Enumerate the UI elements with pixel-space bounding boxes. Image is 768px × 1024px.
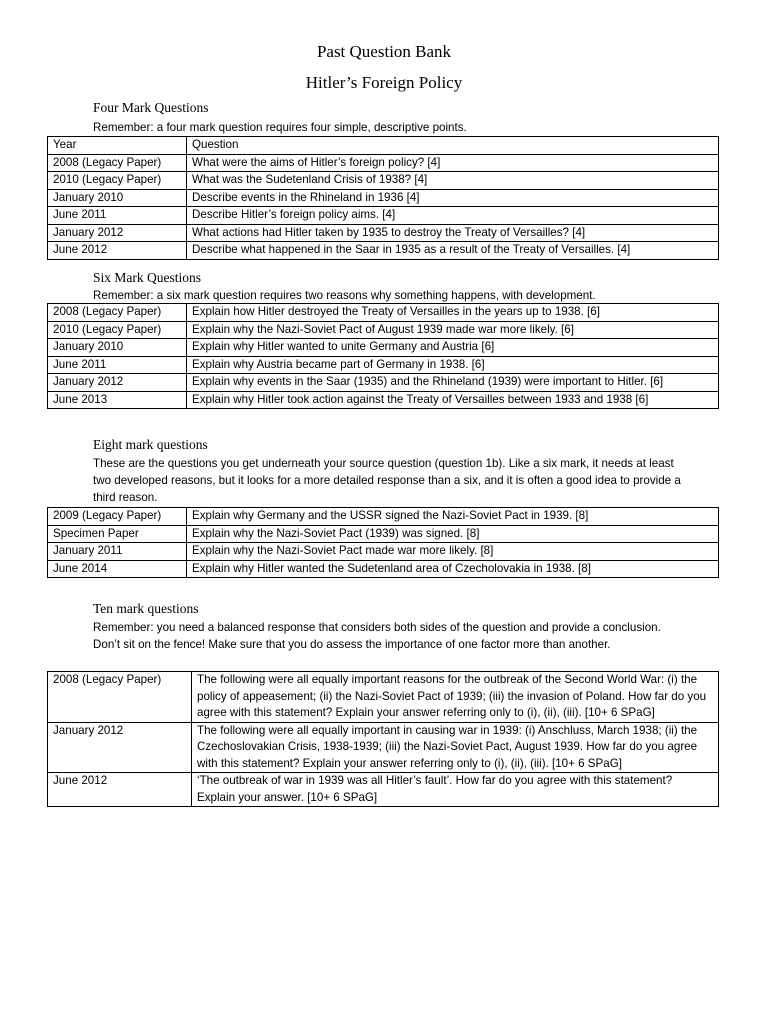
table-row [48, 773, 719, 807]
question-cell: Explain why Hitler wanted the Sudetenland area of Czecholovakia in 1938. [8] [187, 560, 719, 578]
year-cell: 2008 (Legacy Paper) [48, 304, 187, 322]
section-heading-four-mark: Four Mark Questions [93, 100, 209, 115]
table-row [48, 172, 719, 190]
year-cell: January 2012 [48, 374, 187, 392]
year-cell: January 2010 [48, 339, 187, 357]
table-row [48, 189, 719, 207]
table-row [48, 391, 719, 409]
section-note-eight-mark: These are the questions you get underneath your source question (question 1b). Like a six mark, it needs at least two developed reasons, but it looks for a more detailed response than a six, and it is often a good idea to provide a third reason. [93, 457, 681, 504]
question-cell: Describe Hitler’s foreign policy aims. [4] [187, 207, 719, 225]
year-cell: Specimen Paper [48, 525, 187, 543]
year-cell: January 2012 [48, 722, 192, 773]
section-note-six-mark: Remember: a six mark question requires two reasons why something happens, with development. [93, 289, 596, 302]
table-row [48, 560, 719, 578]
table-row [48, 672, 719, 723]
year-cell: June 2012 [48, 773, 192, 807]
section-heading-eight-mark: Eight mark questions [93, 437, 208, 452]
table-row [48, 543, 719, 561]
question-cell: Explain why the Nazi-Soviet Pact (1939) was signed. [8] [187, 525, 719, 543]
page-subtitle: Hitler’s Foreign Policy [305, 73, 463, 92]
question-cell: Explain why Austria became part of Germany in 1938. [6] [187, 356, 719, 374]
year-cell: January 2012 [48, 224, 187, 242]
question-cell: What actions had Hitler taken by 1935 to destroy the Treaty of Versailles? [4] [187, 224, 719, 242]
year-cell: June 2012 [48, 242, 187, 260]
table-row [48, 321, 719, 339]
table-row [48, 242, 719, 260]
table-row [48, 137, 719, 155]
year-cell: January 2011 [48, 543, 187, 561]
question-cell: Describe what happened in the Saar in 1935 as a result of the Treaty of Versailles. [4] [187, 242, 719, 260]
year-cell: June 2011 [48, 356, 187, 374]
section-note-four-mark: Remember: a four mark question requires four simple, descriptive points. [93, 121, 467, 134]
four-mark-table [47, 136, 719, 260]
question-cell: Explain why Hitler took action against the Treaty of Versailles between 1933 and 1938 [6] [187, 391, 719, 409]
table-row [48, 356, 719, 374]
question-cell: Explain why the Nazi-Soviet Pact made war more likely. [8] [187, 543, 719, 561]
year-cell: Year [48, 137, 187, 155]
year-cell: January 2010 [48, 189, 187, 207]
year-cell: 2008 (Legacy Paper) [48, 672, 192, 723]
six-mark-table [47, 303, 719, 409]
year-cell: 2010 (Legacy Paper) [48, 321, 187, 339]
year-cell: June 2011 [48, 207, 187, 225]
table-row [48, 207, 719, 225]
year-cell: June 2014 [48, 560, 187, 578]
table-row [48, 508, 719, 526]
eight-mark-table [47, 507, 719, 578]
table-row [48, 339, 719, 357]
table-row [48, 374, 719, 392]
table-row [48, 154, 719, 172]
question-cell: Explain how Hitler destroyed the Treaty of Versailles in the years up to 1938. [6] [187, 304, 719, 322]
table-row [48, 304, 719, 322]
ten-mark-table [47, 671, 719, 807]
year-cell: June 2013 [48, 391, 187, 409]
question-cell: The following were all equally important reasons for the outbreak of the Second World War: (i) the policy of appeasement; (ii) the Nazi-Soviet Pact of 1939; (iii) the invasion of Poland. How far do you agree with this statement? Explain your answer referring only to (i), (ii), (iii). [10+ 6 SPaG] [192, 672, 719, 723]
question-cell: Describe events in the Rhineland in 1936 [4] [187, 189, 719, 207]
section-heading-six-mark: Six Mark Questions [93, 270, 201, 285]
question-cell: The following were all equally important in causing war in 1939: (i) Anschluss, March 1938; (ii) the Czechoslovakian Crisis, 1938-1939; (iii) the Nazi-Soviet Pact, August 1939. How far do you agree with this statement? Explain your answer referring only to (i), (ii), (iii). [10+ 6 SPaG] [192, 722, 719, 773]
question-cell: Question [187, 137, 719, 155]
question-cell: What were the aims of Hitler’s foreign policy? [4] [187, 154, 719, 172]
question-cell: Explain why Hitler wanted to unite Germany and Austria [6] [187, 339, 719, 357]
question-cell: Explain why Germany and the USSR signed the Nazi-Soviet Pact in 1939. [8] [187, 508, 719, 526]
section-heading-ten-mark: Ten mark questions [93, 601, 199, 616]
question-cell: Explain why the Nazi-Soviet Pact of August 1939 made war more likely. [6] [187, 321, 719, 339]
question-cell: ‘The outbreak of war in 1939 was all Hitler’s fault’. How far do you agree with this statement? Explain your answer. [10+ 6 SPaG] [192, 773, 719, 807]
page-title: Past Question Bank [316, 42, 452, 61]
year-cell: 2010 (Legacy Paper) [48, 172, 187, 190]
table-row [48, 722, 719, 773]
question-cell: Explain why events in the Saar (1935) and the Rhineland (1939) were important to Hitler. [6] [187, 374, 719, 392]
year-cell: 2009 (Legacy Paper) [48, 508, 187, 526]
table-row [48, 525, 719, 543]
table-row [48, 224, 719, 242]
year-cell: 2008 (Legacy Paper) [48, 154, 187, 172]
question-cell: What was the Sudetenland Crisis of 1938? [4] [187, 172, 719, 190]
section-note-ten-mark: Remember: you need a balanced response that considers both sides of the question and provide a conclusion. Don’t sit on the fence! Make sure that you do assess the importance of one factor more than another. [93, 621, 661, 651]
